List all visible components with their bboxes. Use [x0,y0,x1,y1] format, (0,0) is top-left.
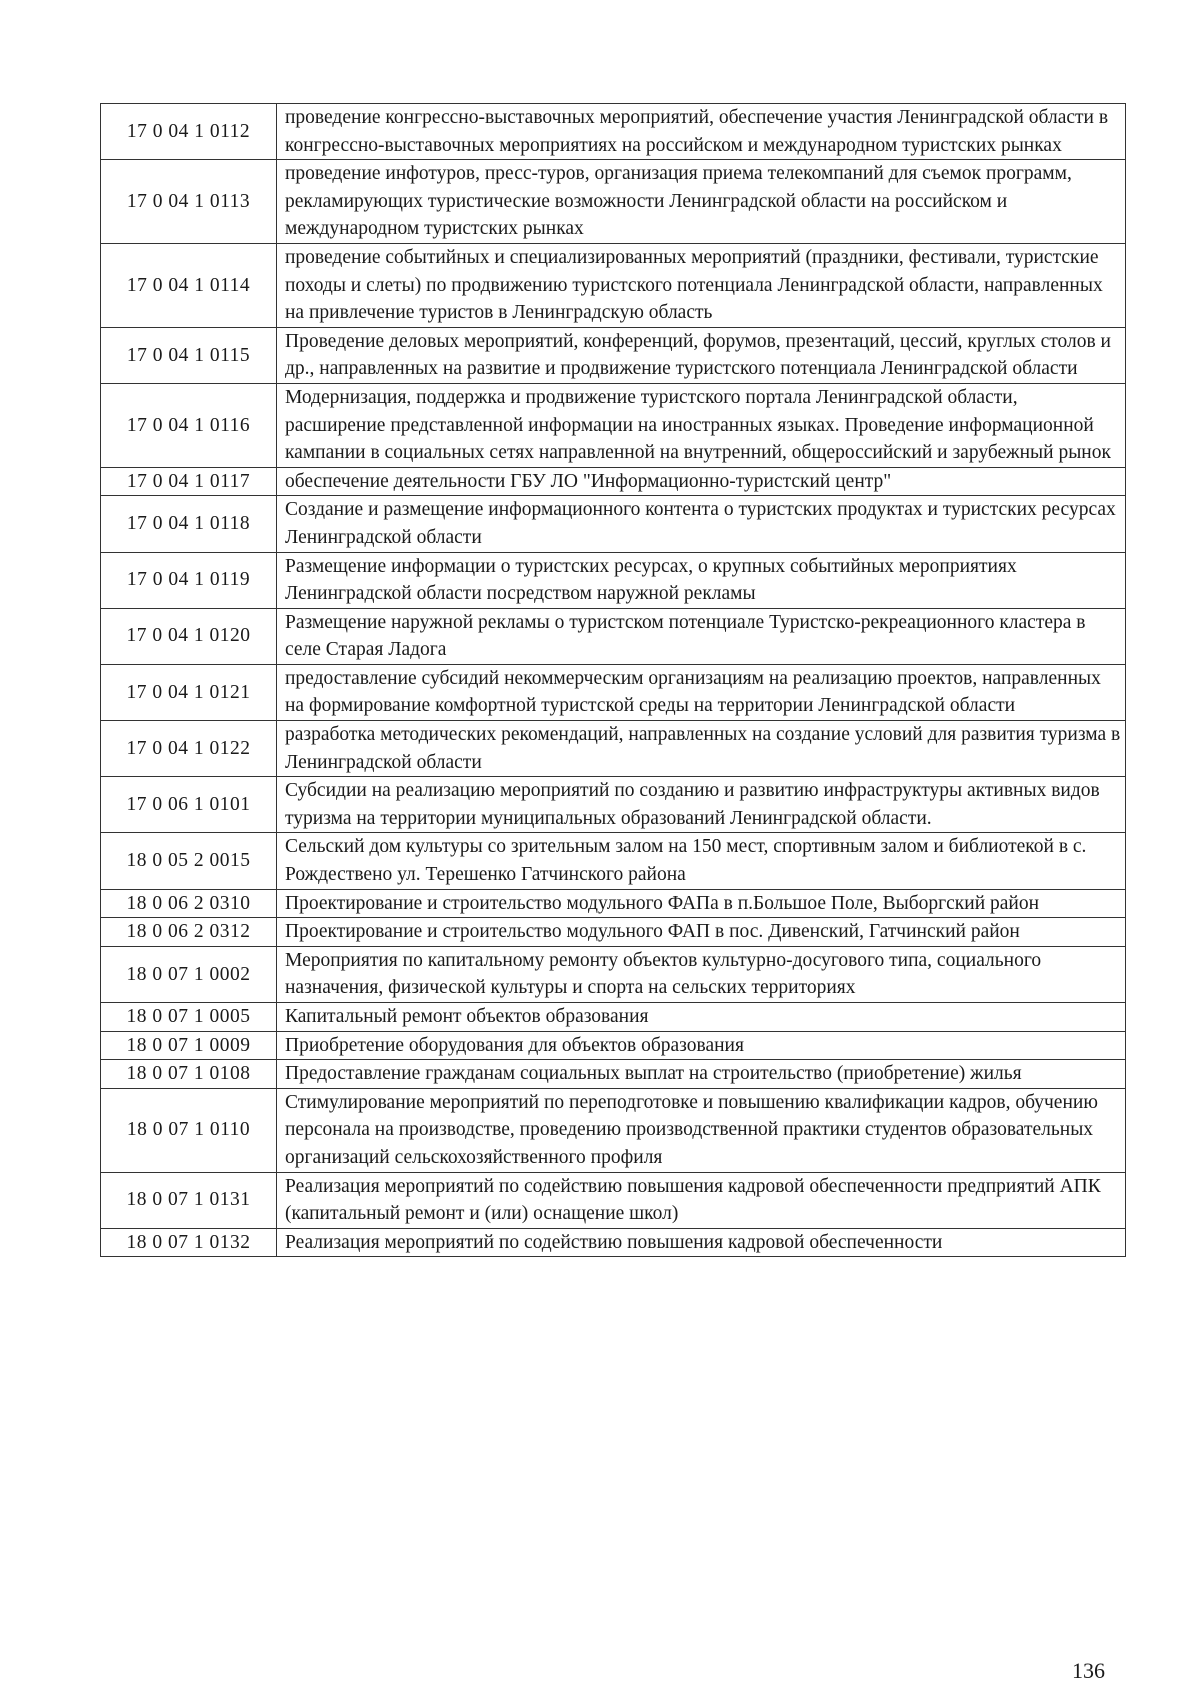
table-row [101,243,1126,327]
budget-code-cell: 17 0 04 1 0112 [101,104,277,160]
table-row [101,1228,1126,1257]
budget-code-cell: 17 0 04 1 0113 [101,160,277,244]
table-row [101,327,1126,383]
description-cell: проведение инфотуров, пресс-туров, организация приема телекомпаний для съемок программ, рекламирующих туристические возможности Ленинградской области на российском и международном туристских рынках [277,160,1126,244]
description-cell: Сельский дом культуры со зрительным залом на 150 мест, спортивным залом и библиотекой в с. Рождествено ул. Терешенко Гатчинского района [277,833,1126,889]
description-cell: Создание и размещение информационного контента о туристских продуктах и туристских ресурсах Ленинградской области [277,496,1126,552]
description-cell: обеспечение деятельности ГБУ ЛО "Информационно-туристский центр" [277,467,1126,496]
budget-code-cell: 18 0 07 1 0002 [101,946,277,1002]
table-row [101,160,1126,244]
description-cell: Мероприятия по капитальному ремонту объектов культурно-досугового типа, социального назначения, физической культуры и спорта на сельских территориях [277,946,1126,1002]
budget-code-cell: 18 0 07 1 0131 [101,1172,277,1228]
budget-code-cell: 17 0 04 1 0118 [101,496,277,552]
table-row [101,467,1126,496]
budget-code-cell: 17 0 04 1 0116 [101,383,277,467]
description-cell: Субсидии на реализацию мероприятий по созданию и развитию инфраструктуры активных видов туризма на территории муниципальных образований Ленинградской области. [277,777,1126,833]
budget-code-cell: 17 0 04 1 0115 [101,327,277,383]
table-row [101,1172,1126,1228]
budget-code-cell: 17 0 04 1 0117 [101,467,277,496]
budget-code-cell: 17 0 04 1 0121 [101,664,277,720]
table-row [101,777,1126,833]
table-row [101,496,1126,552]
table-body [101,104,1126,1257]
table-row [101,1003,1126,1032]
description-cell: Стимулирование мероприятий по переподготовке и повышению квалификации кадров, обучению персонала на производстве, проведению производственной практики студентов образовательных организаций сельскохозяйственного профиля [277,1088,1126,1172]
budget-codes-table [100,103,1126,1257]
table-row [101,889,1126,918]
description-cell: разработка методических рекомендаций, направленных на создание условий для развития туризма в Ленинградской области [277,721,1126,777]
description-cell: проведение конгрессно-выставочных мероприятий, обеспечение участия Ленинградской области в конгрессно-выставочных мероприятиях на российском и международном туристских рынках [277,104,1126,160]
description-cell: Проектирование и строительство модульного ФАП в пос. Дивенский, Гатчинский район [277,918,1126,947]
description-cell: Реализация мероприятий по содействию повышения кадровой обеспеченности [277,1228,1126,1257]
budget-code-cell: 18 0 05 2 0015 [101,833,277,889]
table-row [101,833,1126,889]
description-cell: Проектирование и строительство модульного ФАПа в п.Большое Поле, Выборгский район [277,889,1126,918]
budget-code-cell: 17 0 04 1 0114 [101,243,277,327]
description-cell: Размещение наружной рекламы о туристском потенциале Туристско-рекреационного кластера в селе Старая Ладога [277,608,1126,664]
page-number: 136 [1072,1658,1105,1683]
table-row [101,1031,1126,1060]
description-cell: Капитальный ремонт объектов образования [277,1003,1126,1032]
budget-code-cell: 18 0 06 2 0310 [101,889,277,918]
budget-code-cell: 18 0 07 1 0132 [101,1228,277,1257]
description-cell: Размещение информации о туристских ресурсах, о крупных событийных мероприятиях Ленинградской области посредством наружной рекламы [277,552,1126,608]
budget-code-cell: 17 0 06 1 0101 [101,777,277,833]
table-row [101,721,1126,777]
description-cell: Приобретение оборудования для объектов образования [277,1031,1126,1060]
budget-code-cell: 17 0 04 1 0120 [101,608,277,664]
table-row [101,1088,1126,1172]
table-row [101,608,1126,664]
table-row [101,552,1126,608]
table-row [101,1060,1126,1089]
budget-code-cell: 18 0 07 1 0110 [101,1088,277,1172]
description-cell: Предоставление гражданам социальных выплат на строительство (приобретение) жилья [277,1060,1126,1089]
table-row [101,664,1126,720]
table-row [101,104,1126,160]
description-cell: Проведение деловых мероприятий, конференций, форумов, презентаций, цессий, круглых столов и др., направленных на развитие и продвижение туристского потенциала Ленинградской области [277,327,1126,383]
description-cell: проведение событийных и специализированных мероприятий (праздники, фестивали, туристские походы и слеты) по продвижению туристского потенциала Ленинградской области, направленных на привлечение туристов в Ленинградскую область [277,243,1126,327]
description-cell: Модернизация, поддержка и продвижение туристского портала Ленинградской области, расширение представленной информации на иностранных языках. Проведение информационной кампании в социальных сетях направленной на внутренний, общероссийский и зарубежный рынок [277,383,1126,467]
table-row [101,383,1126,467]
budget-code-cell: 18 0 06 2 0312 [101,918,277,947]
description-cell: Реализация мероприятий по содействию повышения кадровой обеспеченности предприятий АПК (капитальный ремонт и (или) оснащение школ) [277,1172,1126,1228]
budget-code-cell: 18 0 07 1 0009 [101,1031,277,1060]
budget-code-cell: 18 0 07 1 0005 [101,1003,277,1032]
description-cell: предоставление субсидий некоммерческим организациям на реализацию проектов, направленных на формирование комфортной туристской среды на территории Ленинградской области [277,664,1126,720]
table-row [101,946,1126,1002]
budget-code-cell: 17 0 04 1 0119 [101,552,277,608]
budget-code-cell: 18 0 07 1 0108 [101,1060,277,1089]
table-row [101,918,1126,947]
budget-code-cell: 17 0 04 1 0122 [101,721,277,777]
